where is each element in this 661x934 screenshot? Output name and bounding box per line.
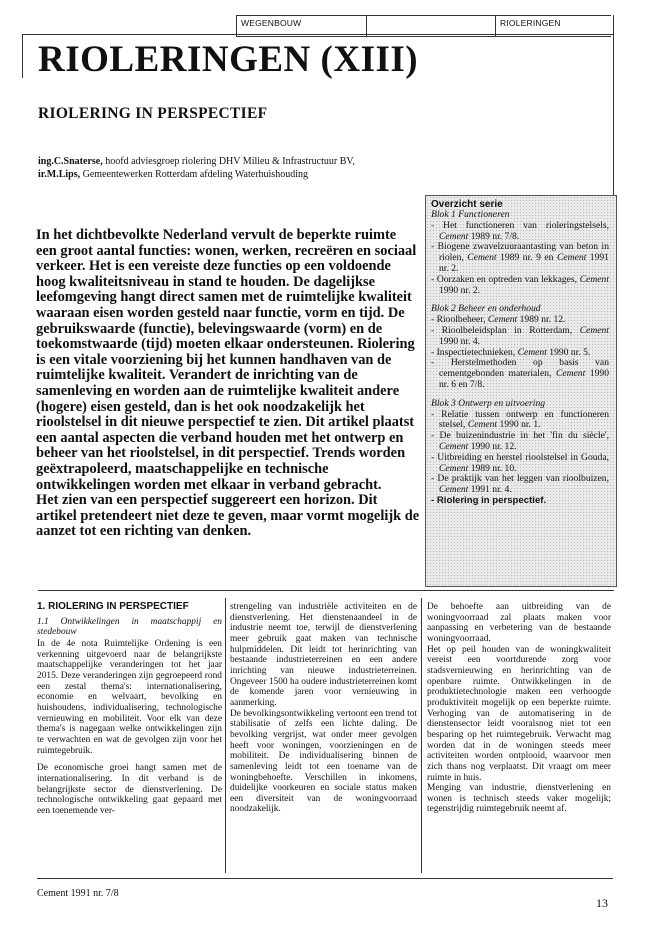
header-blank-cell: [367, 16, 496, 36]
overview-block-heading: Blok 3 Ontwerp en uitvoering: [431, 397, 546, 409]
page-title: RIOLERINGEN (XIII): [38, 39, 419, 80]
body-column-3: [427, 602, 611, 815]
author-name: ir.M.Lips,: [38, 168, 81, 180]
author-name: ing.C.Snaterse,: [38, 156, 103, 167]
article-subtitle: RIOLERING IN PERSPECTIEF: [38, 105, 268, 122]
frame-left-rule: [22, 34, 23, 78]
body-paragraph: De behoefte aan uitbreiding van de woningvoorraad zal plaats maken voor aanpassing en verbetering van de bestaande woningvoorraad.: [427, 602, 611, 644]
column-divider-1: [225, 598, 226, 873]
body-paragraph: De bevolkingsontwikkeling vertoont een trend tot stabilisatie of zelfs een lichte daling. De bevolking vergrijst, wat onder meer gevolgen heeft voor woningen, voorzieningen en de mobiliteit. De individualisering binnen de samenleving leidt tot een toename van de woningbehoefte. Verschillen in inkomens, duidelijke voorkeuren en sociale status maken een diversiteit van de woningvoorraad noodzakelijk.: [230, 708, 417, 815]
column-divider-2: [421, 598, 422, 873]
author-line: [38, 156, 355, 169]
journal-footer: Cement 1991 nr. 7/8: [37, 888, 119, 899]
overview-block-heading: Blok 2 Beheer en onderhoud: [431, 303, 541, 315]
overview-title: Overzicht serie: [431, 199, 503, 210]
series-overview-box: [425, 195, 617, 587]
overview-item: - Het functioneren van rioleringstelsels, Cement 1989 nr. 7/8.: [431, 219, 609, 242]
author-line: [38, 169, 355, 182]
overview-item: - Rioolbeleidsplan in Rotterdam, Cement 1990 nr. 4.: [431, 324, 609, 347]
column-top-rule: [38, 590, 614, 591]
article-intro: [36, 228, 420, 540]
body-paragraph: strengeling van industriële activiteiten en de dienstverlening. Het dienstenaandeel in de industrie neemt toe, terwijl de dienstverlening meer gebruik gaat maken van technische hulpmiddelen. Dit leidt tot herinrichting van bestaande industrieterreinen en een andere inrichting van nieuwe industrieterreinen. Ongeveer 1500 ha oudere industrieterreinen komt de komende jaren voor vernieuwing in aanmerking.: [230, 602, 417, 708]
overview-block-heading: Blok 1 Functioneren: [431, 209, 510, 220]
body-column-1: [37, 602, 222, 816]
intro-paragraph: In het dichtbevolkte Nederland vervult de beperkte ruimte een groot aantal functies: wonen, werken, recreëren en sociaal verkeer. Het is een vereiste deze functies op een voldoende hoog kwaliteitsniveau in stand te houden. De dagelijkse leefomgeving hangt direct samen met de ruimtelijke kwaliteit waaraan eisen worden gesteld naar functie, vorm en tijd. De gebruikswaarde (functie), belevingswaarde (vorm) en de toekomstwaarde (tijd) moeten elkaar ondersteunen. Riolering is een vitale voorziening bij het kunnen handhaven van de ruimtelijke kwaliteit. Verandert de inrichting van de samenleving en worden aan de ruimtelijke kwaliteit andere (hogere) eisen gesteld, dan is het ook noodzakelijk het rioolstelsel in dit nieuwe perspectief te zien. Dit artikel plaatst een aantal aspecten die verband houden met het ontwerp en beheer van het rioolstelsel, in dit perspectief. Trends worden geëxtrapoleerd, maatschappelijke en technische ontwikkelingen worden met elkaar in verband gebracht.: [36, 227, 417, 493]
subsection-heading: 1.1 Ontwikkelingen in maatschappij en stedebouw: [37, 616, 222, 638]
body-paragraph: De economische groei hangt samen met de internationalisering. In dit verband is de belangrijkste sector de dienstverlening. De technologische ontwikkeling gaat gepaard met een toenemende ver-: [37, 763, 222, 816]
overview-item: - Uitbreiding en herstel rioolstelsel in Gouda, Cement 1989 nr. 10.: [431, 451, 609, 474]
body-paragraph: Het op peil houden van de woningkwaliteit vereist een voortdurende zorg voor stadsvernieuwing en herinrichting van de openbare ruimte. Ontwikkelingen in de produktietechnologie maken een verhoogde produktiviteit mogelijk op een beperkte ruimte. Verhoging van de automatisering in de dienstensector leidt vooralsnog niet tot een besparing op het ruimtegebruik. Verwacht mag worden dat in de woningen steeds meer activiteiten worden ontplooid, waarvoor men zich thans nog verplaatst. Dit vraagt om meer ruimte in huis.: [427, 644, 611, 783]
body-paragraph: Menging van industrie, dienstverlening en wonen is technisch steeds vaker mogelijk; tegenstrijdig ruimtegebruik neemt af.: [427, 783, 611, 815]
overview-item: - De buizenindustrie in het 'fin du siècle', Cement 1990 nr. 12.: [431, 430, 609, 452]
overview-item: - Relatie tussen ontwerp en functioneren stelsel, Cement 1990 nr. 1.: [431, 408, 609, 431]
author-affiliation: hoofd adviesgroep riolering DHV Milieu & Infrastructuur BV,: [102, 156, 355, 167]
header-section-label: WEGENBOUW: [237, 16, 367, 36]
overview-item: - Biogene zwavelzuuraantasting van beton in riolen, Cement 1989 nr. 9 en Cement 1991 nr. 2.: [431, 241, 609, 274]
frame-top-rule: [22, 34, 614, 35]
overview-item: - De praktijk van het leggen van rioolbuizen, Cement 1991 nr. 4.: [431, 473, 609, 496]
overview-current-article: - Riolering in perspectief.: [431, 494, 547, 506]
overview-item: - Inspectietechnieken, Cement 1990 nr. 5.: [431, 346, 591, 358]
footer-rule: [37, 878, 613, 879]
intro-paragraph: Het zien van een perspectief suggereert een horizon. Dit artikel pretendeert niet deze te geven, maar vormt mogelijk de aanzet tot een richting van denken.: [36, 492, 420, 540]
author-affiliation: Gemeentewerken Rotterdam afdeling Waterhuishouding: [80, 168, 308, 180]
page-number: 13: [596, 896, 608, 910]
header-topic-label: RIOLERINGEN: [500, 18, 561, 28]
overview-item: - Oorzaken en optreden van lekkages, Cement 1990 nr. 2.: [431, 273, 609, 296]
overview-item: - Rioolbeheer, Cement 1989 nr. 12.: [431, 314, 566, 326]
body-paragraph: In de 4e nota Ruimtelijke Ordening is een verkenning uitgevoerd naar de belangrijkste maatschappelijke veranderingen tot het jaar 2015. Deze veranderingen zijn gegroepeerd rond een zestal thema's: internationalisering, economie en welvaart, bevolking en huishoudens, individualisering, technologische vernieuwing en mobiliteit. Voor elk van deze thema's is nagegaan welke ontwikkelingen zijn te verwachten en wat de gevolgen zijn voor het ruimtegebruik.: [37, 638, 222, 756]
overview-item: - Herstelmethoden op basis van cementgebonden materialen, Cement 1990 nr. 6 en 7/8.: [431, 357, 609, 390]
section-heading: 1. RIOLERING IN PERSPECTIEF: [37, 601, 189, 612]
body-column-2: [230, 602, 417, 815]
author-list: [38, 156, 355, 181]
